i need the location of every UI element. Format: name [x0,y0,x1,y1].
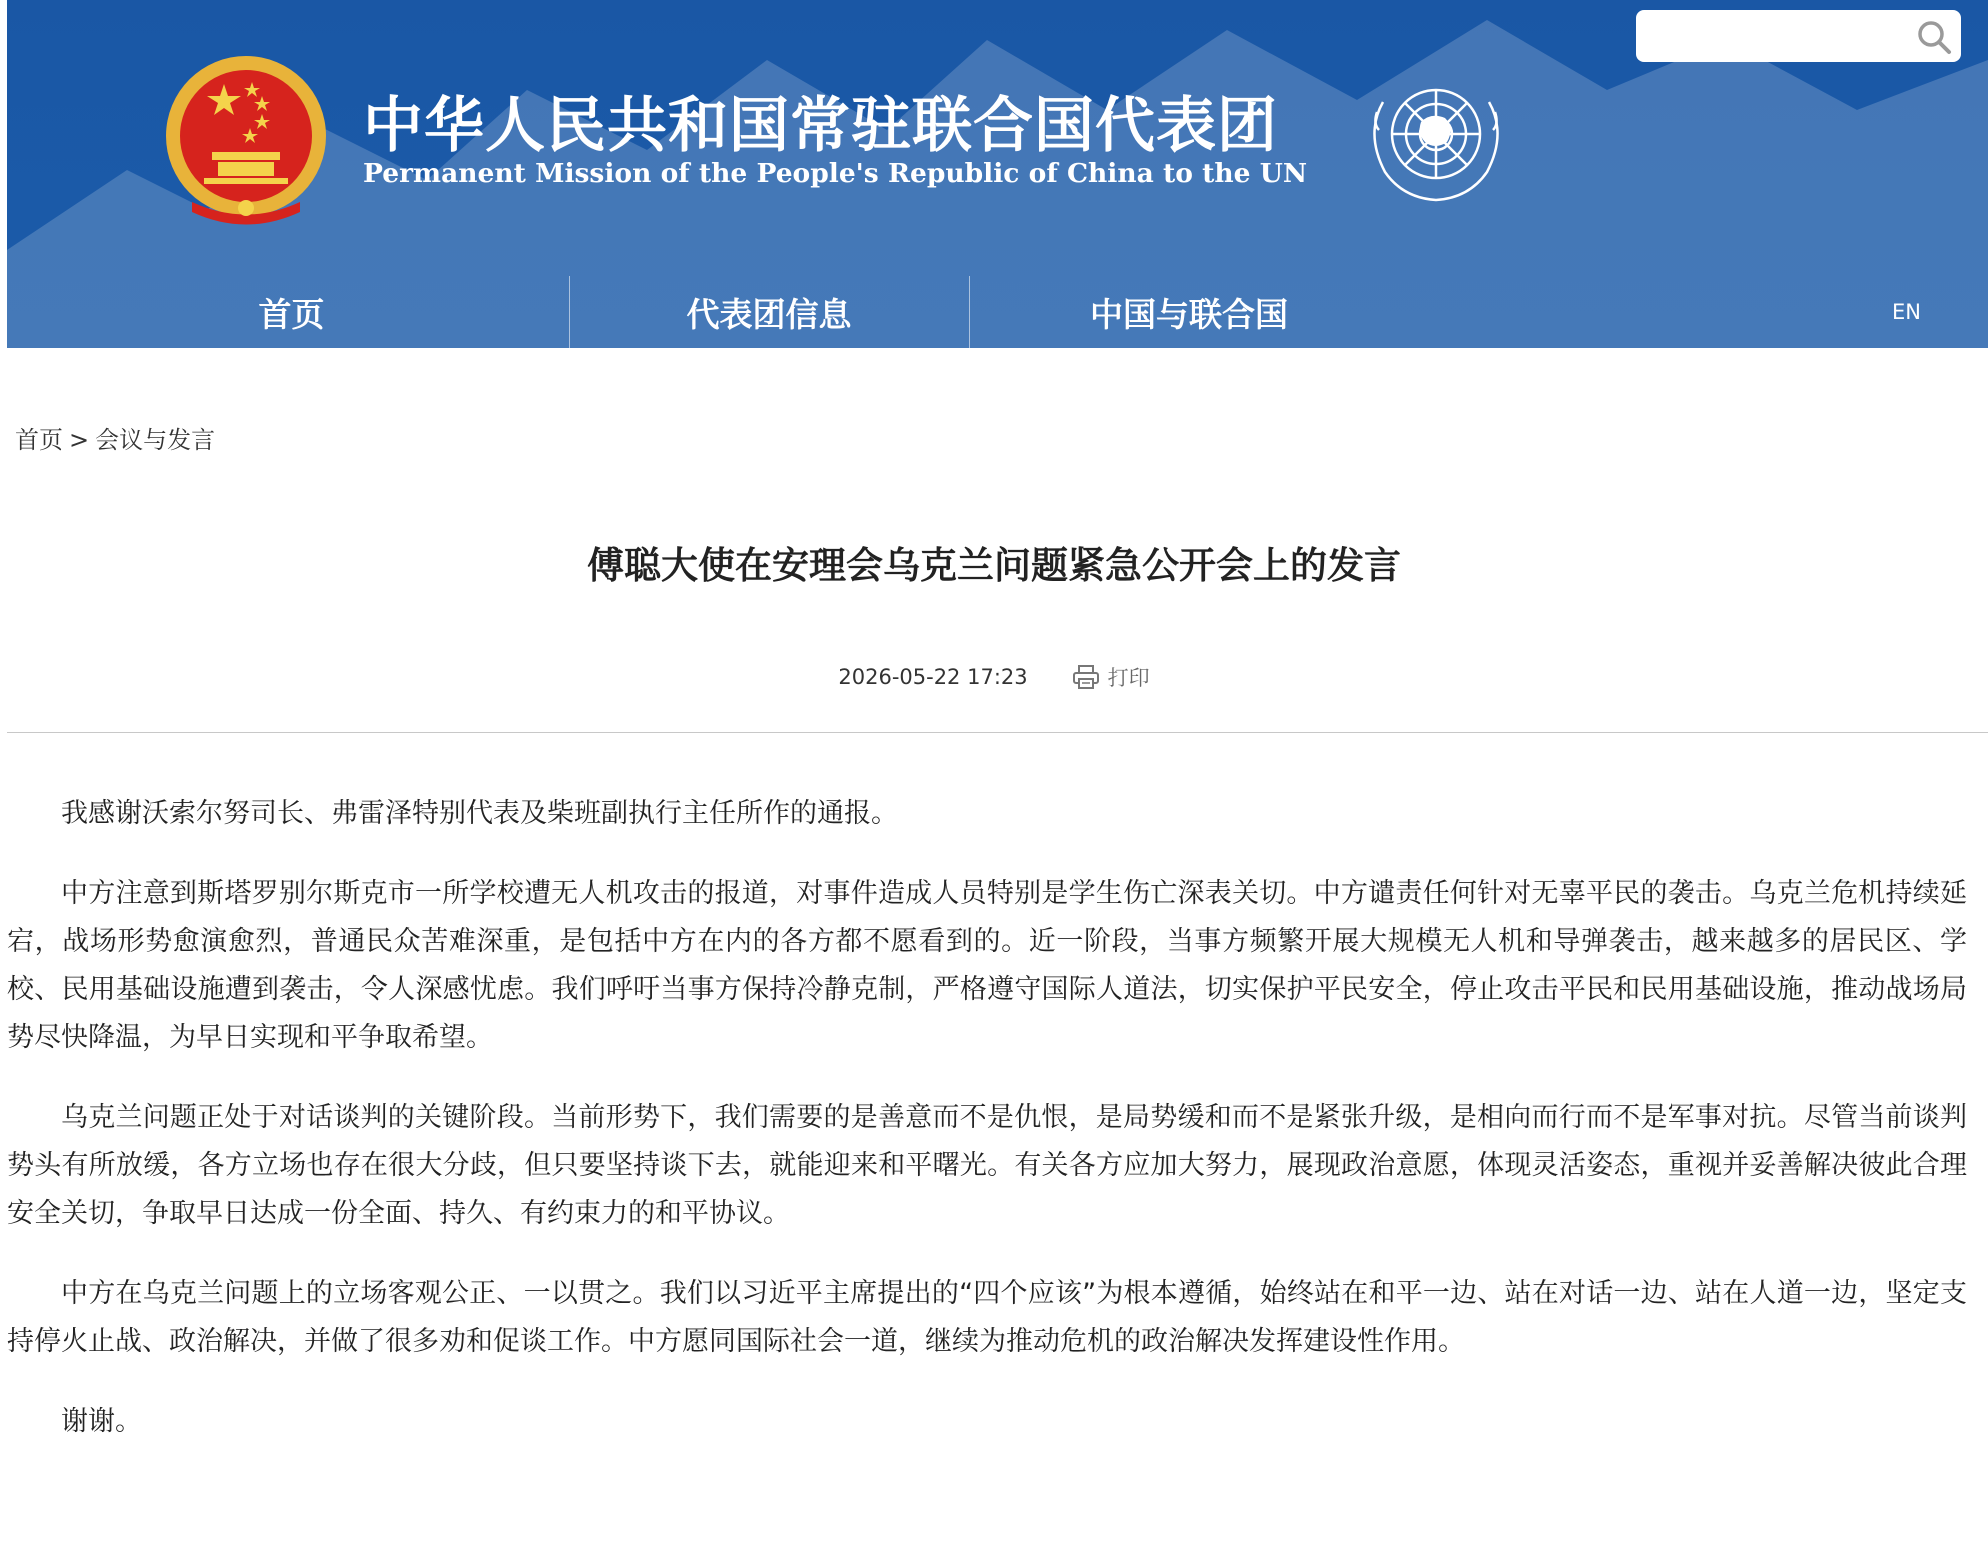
site-banner [7,0,1988,348]
article-meta [0,662,1988,692]
breadcrumb-home-link[interactable]: 首页 [15,426,63,454]
search-input[interactable] [1648,18,1898,54]
print-label[interactable]: 打印 [1107,666,1150,690]
article-title: 傅聪大使在安理会乌克兰问题紧急公开会上的发言 [587,544,1401,587]
site-title-en[interactable]: Permanent Mission of the People's Republic of China to the UN [363,158,1308,189]
article-paragraph: 中方在乌克兰问题上的立场客观公正、一以贯之。我们以习近平主席提出的“四个应该”为根本遵循，始终站在和平一边、站在对话一边、站在人道一边，坚定支持停火止战、政治解决，并做了很多劝和促谈工作。中方愿同国际社会一道，继续为推动危机的政治解决发挥建设性作用。 [7,1278,1967,1357]
article-paragraph: 中方注意到斯塔罗别尔斯克市一所学校遭无人机攻击的报道，对事件造成人员特别是学生伤亡深表关切。中方谴责任何针对无辜平民的袭击。乌克兰危机持续延宕，战场形势愈演愈烈，普通民众苦难深重，是包括中方在内的各方都不愿看到的。近一阶段，当事方频繁开展大规模无人机和导弹袭击，越来越多的居民区、学校、民用基础设施遭到袭击，令人深感忧虑。我们呼吁当事方保持冷静克制，严格遵守国际人道法，切实保护平民安全，停止攻击平民和民用基础设施，推动战场局势尽快降温，为早日实现和平争取希望。 [7,878,1967,1053]
search-box[interactable] [1636,10,1961,62]
search-icon[interactable] [1915,18,1953,56]
national-emblem-icon[interactable] [162,52,330,227]
article-body [7,790,1967,1478]
article-paragraph: 我感谢沃索尔努司长、弗雷泽特别代表及柴班副执行主任所作的通报。 [61,798,898,829]
breadcrumb-separator: > [69,426,90,454]
nav-item-china-and-un[interactable]: 中国与联合国 [1090,294,1288,334]
article-paragraph: 乌克兰问题正处于对话谈判的关键阶段。当前形势下，我们需要的是善意而不是仇恨，是局势缓和而不是紧张升级，是相向而行而不是军事对抗。尽管当前谈判势头有所放缓，各方立场也存在很大分歧，但只要坚持谈下去，就能迎来和平曙光。有关各方应加大努力，展现政治意愿，体现灵活姿态，重视并妥善解决彼此合理安全关切，争取早日达成一份全面、持久、有约束力的和平协议。 [7,1102,1967,1229]
main-nav [14,276,1988,348]
un-emblem-icon[interactable] [1359,72,1514,207]
site-title-cn[interactable]: 中华人民共和国常驻联合国代表团 [363,91,1278,161]
header-divider [7,732,1988,733]
print-button[interactable] [1072,662,1150,692]
language-switch-en[interactable]: EN [1892,300,1921,324]
printer-icon[interactable] [1072,664,1100,690]
publish-date: 2026-05-22 17:23 [838,665,1028,689]
nav-item-home[interactable]: 首页 [258,294,325,334]
breadcrumb [15,420,215,455]
breadcrumb-current-link[interactable]: 会议与发言 [95,426,216,454]
article-paragraph: 谢谢。 [61,1406,142,1437]
nav-item-mission-info[interactable]: 代表团信息 [686,294,852,334]
